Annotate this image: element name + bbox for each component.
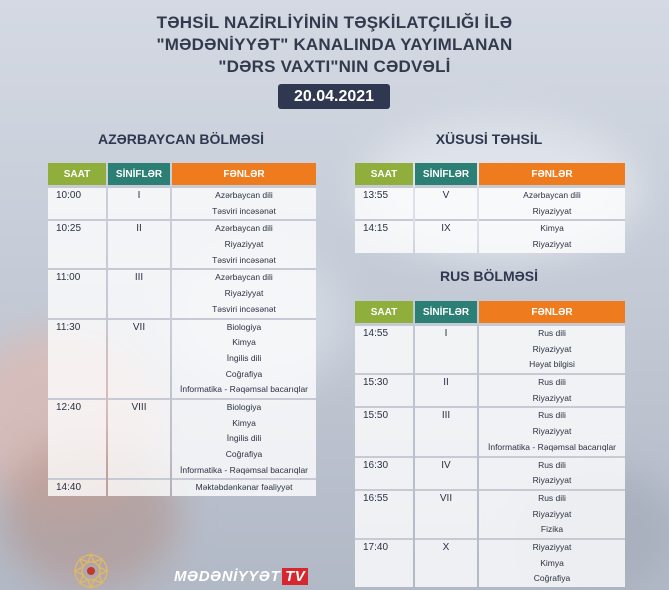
subject-item: İnformatika - Rəqəmsal bacarıqlar [487, 441, 617, 452]
title-line-2: "MƏDƏNİYYƏT" KANALINDA YAYIMLANAN [156, 35, 513, 54]
subject-item: Riyaziyyat [532, 343, 572, 354]
subject-item: İngilis dili [226, 352, 262, 363]
grade-value: VIII [131, 401, 147, 413]
channel-logo-text: MƏDƏNİYYƏT [174, 568, 281, 585]
cell-time [355, 406, 413, 455]
time-value: 10:25 [56, 223, 82, 235]
cell-subjects [479, 538, 625, 587]
cell-grade [108, 398, 170, 478]
cell-grade [108, 478, 170, 496]
grade-value: V [442, 190, 450, 201]
cell-grade [415, 406, 477, 455]
cell-time [355, 185, 413, 219]
header-sinifler: SİNİFLƏR [415, 301, 477, 323]
time-value: 14:55 [363, 328, 389, 339]
subject-item: Azərbaycan dili [523, 190, 581, 200]
cell-grade [108, 268, 170, 317]
subject-item: Biologiya [226, 321, 262, 332]
time-value: 16:30 [363, 459, 389, 471]
table-row [48, 318, 316, 398]
cell-time [355, 373, 413, 406]
time-value: 16:55 [363, 492, 389, 504]
table-row [48, 268, 316, 317]
subject-item: Azərbaycan dili [215, 272, 273, 283]
table-row [355, 456, 625, 489]
schedule-table-special [353, 163, 627, 253]
subject-item: Fizika [540, 524, 564, 535]
header-saat: SAAT [355, 163, 413, 185]
cell-grade [108, 185, 170, 219]
time-value: 13:55 [363, 190, 389, 201]
grade-value: X [442, 541, 450, 553]
cell-time [48, 318, 106, 398]
cell-grade [415, 538, 477, 587]
grade-value [108, 480, 170, 496]
cell-subjects [479, 185, 625, 219]
grade-value: III [134, 272, 144, 284]
grade-value: III [441, 410, 451, 422]
section-title-russian: RUS BÖLMƏSİ [439, 268, 539, 284]
cell-subjects [479, 373, 625, 406]
subject-item: Rus dili [538, 459, 566, 470]
subject-item: Coğrafiya [533, 573, 571, 584]
cell-grade [415, 323, 477, 373]
grade-value: VII [132, 321, 146, 333]
time-value: 17:40 [363, 541, 389, 553]
table-row [355, 219, 625, 252]
grade-value: I [444, 328, 448, 339]
header-sinifler: SİNİFLƏR [108, 163, 170, 185]
cell-grade [415, 219, 477, 252]
time-value: 14:15 [363, 223, 389, 235]
subject-item: Təsviri incəsənət [212, 254, 276, 265]
header-sinifler: SİNİFLƏR [415, 163, 477, 185]
header-saat: SAAT [48, 163, 106, 185]
section-title-azerbaijani: AZƏRBAYCAN BÖLMƏSİ [97, 131, 265, 147]
subject-item: İnformatika - Rəqəmsal bacarıqlar [179, 384, 309, 395]
subject-item: Riyaziyyat [532, 205, 572, 216]
cell-subjects [172, 398, 316, 478]
cell-time [48, 268, 106, 317]
title-line-1: TƏHSİL NAZİRLİYİNİN TƏŞKİLATÇILIĞI İLƏ [156, 13, 513, 32]
subject-item: Coğrafiya [225, 449, 263, 459]
grade-value: VII [439, 492, 453, 504]
cell-grade [415, 489, 477, 538]
subject-item: Coğrafiya [225, 368, 263, 379]
channel-logo-tv: TV [282, 568, 308, 585]
grade-value: IX [441, 223, 451, 235]
subject-item: Riyaziyyat [224, 239, 264, 250]
grade-value: II [443, 377, 449, 389]
header-fennler: FƏNLƏR [479, 301, 625, 323]
date-badge: 20.04.2021 [278, 84, 390, 109]
section-title-special: XÜSUSİ TƏHSİL [435, 131, 543, 147]
cell-time [48, 398, 106, 478]
subject-item: Riyaziyyat [532, 475, 572, 486]
page-title [0, 12, 669, 78]
subject-item: Riyaziyyat [224, 288, 264, 299]
subject-item: Azərbaycan dili [215, 223, 273, 234]
grade-value: IV [441, 459, 451, 471]
table-row [355, 406, 625, 455]
subject-item: Həyat bilgisi [529, 359, 575, 370]
header-saat: SAAT [355, 301, 413, 323]
table-row [48, 398, 316, 478]
schedule-table-azerbaijani [46, 163, 318, 496]
cell-subjects [172, 219, 316, 268]
title-line-3: "DƏRS VAXTI"NIN CƏDVƏLİ [218, 57, 451, 76]
subject-item: Kimya [232, 337, 256, 348]
cell-subjects [479, 219, 625, 252]
cell-subjects [479, 456, 625, 489]
cell-grade [415, 456, 477, 489]
cell-subjects [479, 489, 625, 538]
subject-item: Riyaziyyat [532, 426, 572, 437]
subject-item: Riyaziyyat [532, 541, 572, 552]
header-fennler: FƏNLƏR [479, 163, 625, 185]
time-value: 12:40 [56, 401, 82, 413]
cell-subjects [172, 478, 316, 496]
subject-item: Rus dili [538, 410, 566, 421]
table-row [48, 219, 316, 268]
grade-value: II [136, 223, 142, 235]
table-row [355, 489, 625, 538]
ministry-emblem-icon [72, 552, 110, 590]
cell-grade [415, 373, 477, 406]
cell-subjects [172, 268, 316, 317]
table-row [48, 478, 316, 496]
subject-item: İnformatika - Rəqəmsal bacarıqlar [179, 464, 309, 475]
subject-item: Riyaziyyat [532, 508, 572, 519]
header-fennler: FƏNLƏR [172, 163, 316, 185]
table-row [48, 185, 316, 219]
table-row [355, 538, 625, 587]
cell-time [48, 185, 106, 219]
cell-time [355, 538, 413, 587]
time-value: 11:00 [56, 272, 81, 284]
time-value: 15:50 [363, 410, 389, 422]
subject-item: Riyaziyyat [532, 239, 572, 250]
table-row [355, 373, 625, 406]
subject-item: Kimya [540, 557, 564, 568]
time-value: 10:00 [56, 190, 82, 201]
cell-grade [415, 185, 477, 219]
table-row [355, 185, 625, 219]
subject-item: Kimya [540, 223, 564, 234]
subject-item: Azərbaycan dili [215, 190, 273, 200]
cell-time [48, 219, 106, 268]
subject-item: Biologiya [226, 401, 262, 412]
cell-subjects [172, 185, 316, 219]
subject-item: Rus dili [538, 492, 566, 503]
time-value: 11:30 [56, 321, 81, 333]
subject-item: Riyaziyyat [532, 392, 572, 403]
subject-item: Rus dili [538, 377, 566, 388]
subject-item: Təsviri incəsənət [212, 303, 276, 314]
cell-time [48, 478, 106, 496]
subject-item: Məktəbdənkənar fəaliyyət [195, 482, 293, 493]
cell-time [355, 323, 413, 373]
cell-subjects [172, 318, 316, 398]
subject-item: Kimya [232, 417, 256, 428]
schedule-table-russian [353, 301, 627, 587]
cell-time [355, 456, 413, 489]
cell-grade [108, 219, 170, 268]
cell-time [355, 219, 413, 252]
channel-logo [174, 568, 308, 590]
subject-item: İngilis dili [226, 433, 262, 444]
cell-time [355, 489, 413, 538]
cell-grade [108, 318, 170, 398]
subject-item: Rus dili [538, 328, 566, 338]
cell-subjects [479, 406, 625, 455]
cell-subjects [479, 323, 625, 373]
subject-item: Təsviri incəsənət [212, 205, 276, 216]
time-value: 15:30 [363, 377, 389, 389]
time-value: 14:40 [56, 482, 82, 494]
table-row [355, 323, 625, 373]
grade-value: I [137, 190, 141, 201]
